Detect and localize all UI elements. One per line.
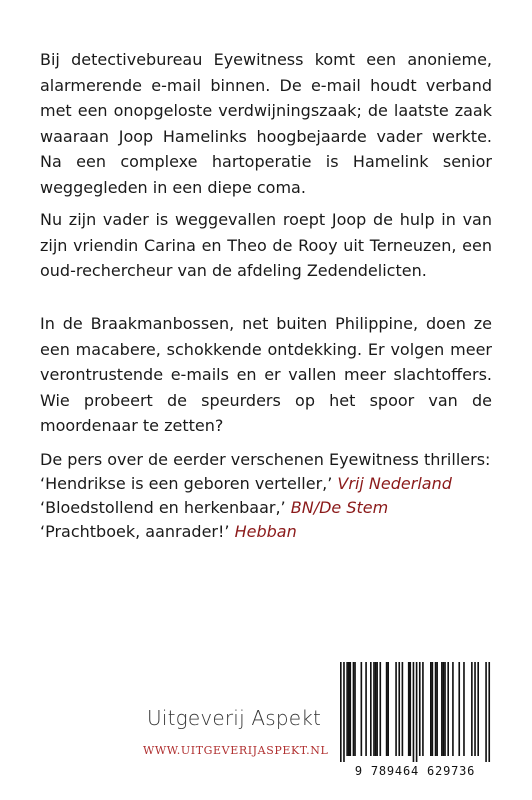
barcode-bar bbox=[477, 662, 479, 756]
barcode-bar bbox=[370, 662, 372, 756]
barcode-bar bbox=[436, 662, 438, 756]
barcode-bar bbox=[379, 662, 381, 756]
press-quote-row bbox=[40, 496, 510, 520]
blurb-paragraph-3: In de Braakmanbossen, net buiten Philippine, doen ze een macabere, schokkende ontdekking. Er volgen meer verontrustende e-mails en er vallen meer slachtoffers. Wie probeert de speurders op het spoor van de moordenaar te zetten? bbox=[40, 314, 492, 435]
barcode-bar bbox=[340, 662, 342, 762]
press-quote-text: ‘Bloedstollend en herkenbaar,’ bbox=[40, 498, 291, 517]
barcode-bar bbox=[452, 662, 454, 756]
barcode-bar bbox=[409, 662, 411, 756]
barcode-bar bbox=[463, 662, 465, 756]
barcode-bar bbox=[444, 662, 446, 756]
barcode-bar bbox=[402, 662, 404, 756]
barcode-bar bbox=[435, 662, 437, 756]
press-quote-text: ‘Prachtboek, aanrader!’ bbox=[40, 522, 235, 541]
barcode-bar bbox=[422, 662, 424, 756]
barcode-bar bbox=[432, 662, 434, 756]
barcode-bar bbox=[348, 662, 350, 756]
barcode-bar bbox=[361, 662, 363, 756]
barcode-bar bbox=[376, 662, 378, 756]
barcode-bar bbox=[430, 662, 432, 756]
barcode-bar bbox=[395, 662, 397, 756]
blurb-paragraph-1: Bij detectivebureau Eyewitness komt een anonieme, alarmerende e-mail binnen. De e-mail houdt verband met een onopgeloste verdwijningszaak; de laatste zaak waaraan Joop Hamelinks hoogbejaarde vader werkte. Na een complexe hartoperatie is Hamelink senior weggegleden in een diepe coma. bbox=[40, 50, 492, 197]
barcode-bar bbox=[419, 662, 421, 756]
barcode-graphic bbox=[336, 662, 494, 762]
barcode-bar bbox=[346, 662, 348, 756]
press-quote-text: ‘Hendrikse is een geboren verteller,’ bbox=[40, 474, 338, 493]
barcode-bar bbox=[441, 662, 443, 756]
barcode-bar bbox=[488, 662, 490, 762]
barcode-bar bbox=[398, 662, 400, 756]
blurb-paragraph-2: Nu zijn vader is weggevallen roept Joop de hulp in van zijn vriendin Carina en Theo de Rooy uit Terneuzen, een oud-rechercheur van de afdeling Zedendelicten. bbox=[40, 210, 492, 280]
press-intro: De pers over de eerder verschenen Eyewitness thrillers: bbox=[40, 450, 491, 469]
barcode-bar bbox=[447, 662, 449, 756]
barcode-bar bbox=[416, 662, 418, 762]
barcode-bar bbox=[474, 662, 476, 756]
barcode-bar bbox=[349, 662, 351, 756]
publisher-url: WWW.UITGEVERIJASPEKT.NL bbox=[143, 744, 329, 757]
publisher-name: Uitgeverij Aspekt bbox=[147, 706, 322, 730]
barcode-bar bbox=[365, 662, 367, 756]
barcode-bar bbox=[458, 662, 460, 756]
isbn-number: 9 789464 629736 bbox=[354, 764, 476, 778]
barcode-bar bbox=[343, 662, 345, 762]
barcode-bar bbox=[353, 662, 355, 756]
barcode-bar bbox=[485, 662, 487, 762]
barcode-bar bbox=[471, 662, 473, 756]
barcode-bar bbox=[413, 662, 415, 762]
press-quotes bbox=[40, 448, 510, 544]
press-quote-source: BN/De Stem bbox=[290, 498, 389, 517]
press-quote-row bbox=[40, 520, 510, 544]
isbn-barcode bbox=[336, 662, 494, 762]
barcode-bar bbox=[408, 662, 410, 756]
barcode-bar bbox=[373, 662, 375, 756]
barcode-bar bbox=[354, 662, 356, 756]
barcode-bar bbox=[375, 662, 377, 756]
barcode-bar bbox=[443, 662, 445, 756]
press-quote-row bbox=[40, 472, 510, 496]
press-quote-source: Vrij Nederland bbox=[337, 474, 452, 493]
barcode-bar bbox=[386, 662, 388, 756]
press-quote-source: Hebban bbox=[234, 522, 297, 541]
barcode-bar bbox=[387, 662, 389, 756]
